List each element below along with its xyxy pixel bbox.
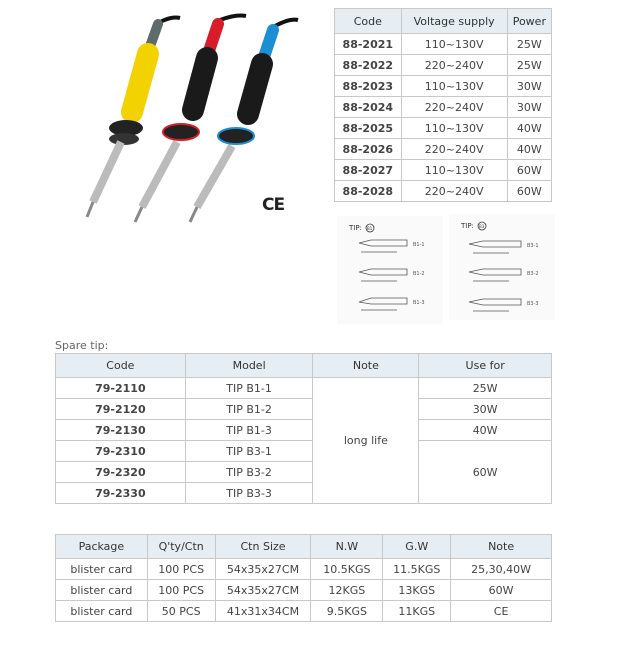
table-row: 79-2110 TIP B1-1 long life 25W bbox=[56, 378, 552, 399]
table-row: 79-2330 TIP B3-3 bbox=[56, 483, 552, 504]
svg-text:B3-1: B3-1 bbox=[527, 243, 539, 249]
ce-mark: CE bbox=[262, 195, 285, 215]
table-row: 79-2120 TIP B1-2 30W bbox=[56, 399, 552, 420]
table-row: 88-2021 110~130V 25W bbox=[335, 34, 552, 55]
table-row: 88-2022 220~240V 25W bbox=[335, 55, 552, 76]
svg-text:B1-2: B1-2 bbox=[413, 271, 425, 277]
table-row: 88-2026 220~240V 40W bbox=[335, 139, 552, 160]
svg-text:B3-2: B3-2 bbox=[527, 271, 539, 277]
table-row: blister card 100 PCS 54x35x27CM 12KGS 13KGS 60W bbox=[56, 580, 552, 601]
spare-tip-label: Spare tip: bbox=[55, 339, 109, 352]
header-note: Note bbox=[313, 354, 419, 378]
svg-text:TIP:: TIP: bbox=[461, 222, 474, 230]
header-power: Power bbox=[507, 9, 551, 34]
package-table: Package Q'ty/Ctn Ctn Size N.W G.W Note blister card 100 PCS 54x35x27CM 10.5KGS 11.5KGS 25,30,40W blister card 100 PCS 54x35x27CM 12KGS 13KGS 60W blister card 50 PCS 41x31x34CM 9.5KGS 11KGS CE bbox=[55, 534, 552, 622]
header-model: Model bbox=[185, 354, 313, 378]
svg-text:B1-1: B1-1 bbox=[413, 242, 425, 248]
note-cell: long life bbox=[313, 378, 419, 504]
table-row: 88-2024 220~240V 30W bbox=[335, 97, 552, 118]
header-voltage: Voltage supply bbox=[401, 9, 507, 34]
table-row: 88-2025 110~130V 40W bbox=[335, 118, 552, 139]
table-row: 79-2130 TIP B1-3 40W bbox=[56, 420, 552, 441]
svg-text:B3-3: B3-3 bbox=[527, 301, 539, 307]
spare-tip-table bbox=[55, 353, 552, 504]
svg-text:B1-3: B1-3 bbox=[413, 300, 425, 306]
table-row: 88-2023 110~130V 30W bbox=[335, 76, 552, 97]
table-row: blister card 50 PCS 41x31x34CM 9.5KGS 11KGS CE bbox=[56, 601, 552, 622]
svg-text:TIP:: TIP: bbox=[349, 224, 362, 232]
svg-text:B3: B3 bbox=[479, 224, 485, 229]
tip-diagram-b1 bbox=[337, 216, 443, 324]
header-code: Code bbox=[335, 9, 402, 34]
table-row: 88-2027 110~130V 60W bbox=[335, 160, 552, 181]
header-code: Code bbox=[56, 354, 186, 378]
yellow-iron-icon bbox=[87, 24, 158, 217]
table-row: 88-2028 220~240V 60W bbox=[335, 181, 552, 202]
table-row: 79-2310 TIP B3-1 60W bbox=[56, 441, 552, 462]
table-row: blister card 100 PCS 54x35x27CM 10.5KGS 11.5KGS 25,30,40W bbox=[56, 559, 552, 580]
table-row: 79-2320 TIP B3-2 bbox=[56, 462, 552, 483]
svg-text:B1: B1 bbox=[367, 226, 373, 231]
specs-table bbox=[334, 8, 552, 202]
header-use-for: Use for bbox=[419, 354, 552, 378]
tip-diagram-b3 bbox=[449, 214, 555, 320]
